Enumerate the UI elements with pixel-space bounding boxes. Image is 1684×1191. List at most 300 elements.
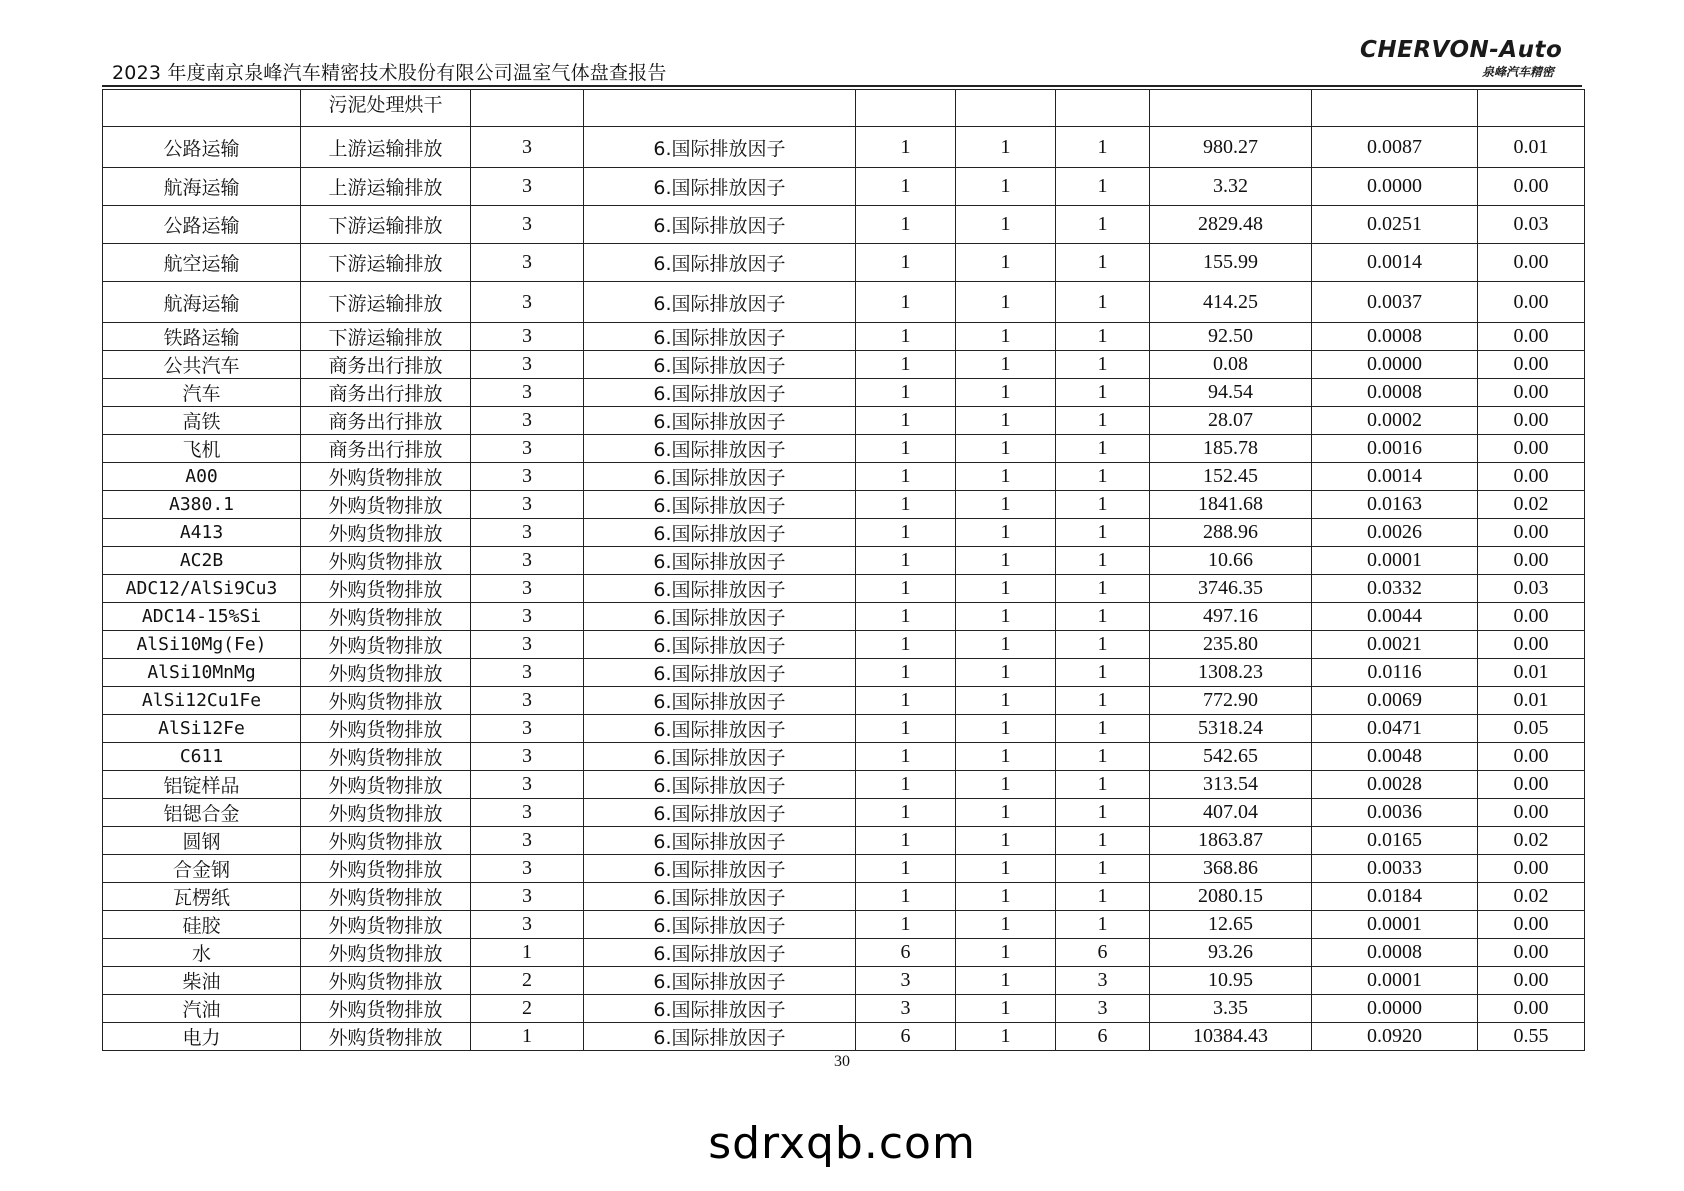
table-cell-source: 飞机	[103, 435, 301, 463]
table-cell-score-c: 1	[1056, 575, 1150, 603]
table-cell-emission: 772.90	[1150, 687, 1312, 715]
table-cell-score-c: 1	[1056, 435, 1150, 463]
table-cell-ratio: 0.0165	[1312, 827, 1478, 855]
table-cell-score-c: 1	[1056, 244, 1150, 282]
table-cell-level: 3	[471, 883, 584, 911]
watermark-text: sdrxqb.com	[708, 1118, 976, 1169]
table-cell	[1056, 90, 1150, 127]
table-cell-category: 外购货物排放	[301, 659, 471, 687]
table-cell-ratio: 0.0000	[1312, 995, 1478, 1023]
table-cell-score-a: 1	[856, 799, 956, 827]
table-cell-factor-source: 6.国际排放因子	[584, 995, 856, 1023]
table-cell-factor-source: 6.国际排放因子	[584, 379, 856, 407]
table-cell-source: C611	[103, 743, 301, 771]
table-cell-score-c: 6	[1056, 1023, 1150, 1051]
table-cell-ratio: 0.0471	[1312, 715, 1478, 743]
table-cell-level: 3	[471, 491, 584, 519]
table-cell-source: AlSi12Fe	[103, 715, 301, 743]
table-cell-score-a: 1	[856, 127, 956, 168]
table-cell-emission: 288.96	[1150, 519, 1312, 547]
table-cell-score-c: 1	[1056, 771, 1150, 799]
table-cell-source: 航海运输	[103, 282, 301, 323]
table-cell-factor-source: 6.国际排放因子	[584, 491, 856, 519]
table-cell-emission: 155.99	[1150, 244, 1312, 282]
table-cell-factor-source: 6.国际排放因子	[584, 206, 856, 244]
table-cell-level: 3	[471, 743, 584, 771]
table-cell-source: 汽油	[103, 995, 301, 1023]
table-cell-factor-source: 6.国际排放因子	[584, 282, 856, 323]
table-cell-percent: 0.00	[1478, 967, 1585, 995]
emissions-table	[102, 89, 1585, 1051]
table-cell-level: 3	[471, 715, 584, 743]
table-cell-percent: 0.00	[1478, 519, 1585, 547]
table-row	[103, 827, 1585, 855]
table-cell-score-b: 1	[956, 715, 1056, 743]
table-cell-score-c: 1	[1056, 659, 1150, 687]
table-cell-factor-source: 6.国际排放因子	[584, 127, 856, 168]
table-cell-ratio: 0.0033	[1312, 855, 1478, 883]
table-cell-score-c: 1	[1056, 351, 1150, 379]
table-cell-level: 3	[471, 407, 584, 435]
table-cell-level: 3	[471, 463, 584, 491]
table-cell-category: 外购货物排放	[301, 995, 471, 1023]
table-cell-emission: 10.66	[1150, 547, 1312, 575]
table-cell-emission: 92.50	[1150, 323, 1312, 351]
table-cell-factor-source: 6.国际排放因子	[584, 883, 856, 911]
table-cell-category: 商务出行排放	[301, 407, 471, 435]
table-cell-score-b: 1	[956, 351, 1056, 379]
table-cell-emission: 407.04	[1150, 799, 1312, 827]
table-cell-percent: 0.01	[1478, 687, 1585, 715]
table-cell-category: 外购货物排放	[301, 883, 471, 911]
table-cell-ratio: 0.0163	[1312, 491, 1478, 519]
table-cell-percent: 0.03	[1478, 206, 1585, 244]
table-cell-score-c: 1	[1056, 603, 1150, 631]
table-row	[103, 603, 1585, 631]
table-cell-ratio: 0.0002	[1312, 407, 1478, 435]
table-cell-score-b: 1	[956, 547, 1056, 575]
table-cell-percent: 0.01	[1478, 127, 1585, 168]
table-cell-emission: 3746.35	[1150, 575, 1312, 603]
table-cell-emission: 10384.43	[1150, 1023, 1312, 1051]
table-cell-source: 高铁	[103, 407, 301, 435]
table-cell-level: 2	[471, 995, 584, 1023]
table-cell-percent: 0.00	[1478, 995, 1585, 1023]
table-cell-category: 外购货物排放	[301, 967, 471, 995]
table-row	[103, 282, 1585, 323]
table-row	[103, 244, 1585, 282]
page-number: 30	[834, 1053, 850, 1070]
table-row	[103, 883, 1585, 911]
table-cell-score-a: 1	[856, 743, 956, 771]
table-cell-score-a: 1	[856, 827, 956, 855]
table-cell-category: 外购货物排放	[301, 771, 471, 799]
table-cell-level: 3	[471, 282, 584, 323]
table-cell-source: ADC14-15%Si	[103, 603, 301, 631]
table-cell-emission: 2080.15	[1150, 883, 1312, 911]
table-cell-score-c: 1	[1056, 491, 1150, 519]
table-cell-score-b: 1	[956, 883, 1056, 911]
table-cell-category: 外购货物排放	[301, 827, 471, 855]
table-cell-ratio: 0.0087	[1312, 127, 1478, 168]
table-cell-source: 航空运输	[103, 244, 301, 282]
table-cell-emission: 93.26	[1150, 939, 1312, 967]
table-cell-level: 3	[471, 244, 584, 282]
table-cell-percent: 0.00	[1478, 631, 1585, 659]
table-cell-percent: 0.00	[1478, 379, 1585, 407]
table-cell-source: A00	[103, 463, 301, 491]
table-cell-percent: 0.55	[1478, 1023, 1585, 1051]
table-cell	[103, 90, 301, 127]
table-cell-score-a: 6	[856, 1023, 956, 1051]
table-cell-factor-source: 6.国际排放因子	[584, 244, 856, 282]
table-cell-source: 铁路运输	[103, 323, 301, 351]
table-cell-ratio: 0.0001	[1312, 911, 1478, 939]
table-cell-source: A413	[103, 519, 301, 547]
logo-chinese-name: 泉峰汽车精密	[1481, 65, 1554, 79]
table-cell-level: 3	[471, 168, 584, 206]
table-cell-score-b: 1	[956, 379, 1056, 407]
table-cell-source: 瓦楞纸	[103, 883, 301, 911]
table-cell-level: 3	[471, 603, 584, 631]
table-row	[103, 127, 1585, 168]
table-cell-factor-source: 6.国际排放因子	[584, 547, 856, 575]
table-cell-score-b: 1	[956, 603, 1056, 631]
table-cell-percent: 0.00	[1478, 799, 1585, 827]
table-cell-category: 下游运输排放	[301, 323, 471, 351]
table-cell-score-c: 1	[1056, 519, 1150, 547]
table-cell-score-c: 1	[1056, 323, 1150, 351]
logo-wordmark: CHERVON-Auto	[1360, 37, 1563, 63]
table-cell-percent: 0.01	[1478, 659, 1585, 687]
table-row	[103, 771, 1585, 799]
table-row	[103, 206, 1585, 244]
table-row	[103, 799, 1585, 827]
table-cell-ratio: 0.0920	[1312, 1023, 1478, 1051]
table-cell-factor-source: 6.国际排放因子	[584, 631, 856, 659]
table-cell-score-b: 1	[956, 323, 1056, 351]
table-cell-score-b: 1	[956, 855, 1056, 883]
table-row	[103, 168, 1585, 206]
table-cell-source: 电力	[103, 1023, 301, 1051]
table-cell-emission: 0.08	[1150, 351, 1312, 379]
table-row	[103, 323, 1585, 351]
table-cell-score-a: 1	[856, 687, 956, 715]
table-cell-ratio: 0.0184	[1312, 883, 1478, 911]
table-cell-percent: 0.00	[1478, 603, 1585, 631]
table-cell-category: 外购货物排放	[301, 715, 471, 743]
table-cell-emission: 28.07	[1150, 407, 1312, 435]
table-cell-percent: 0.00	[1478, 351, 1585, 379]
table-cell-source: 合金钢	[103, 855, 301, 883]
table-row	[103, 715, 1585, 743]
table-cell-score-b: 1	[956, 282, 1056, 323]
table-row	[103, 351, 1585, 379]
table-cell-score-a: 1	[856, 575, 956, 603]
table-cell-factor-source: 6.国际排放因子	[584, 351, 856, 379]
table-cell-percent: 0.00	[1478, 435, 1585, 463]
table-cell-score-a: 1	[856, 168, 956, 206]
table-cell-source: 公共汽车	[103, 351, 301, 379]
table-cell-source: AlSi10MnMg	[103, 659, 301, 687]
table-cell-category: 下游运输排放	[301, 244, 471, 282]
table-cell-emission: 542.65	[1150, 743, 1312, 771]
table-cell-percent: 0.00	[1478, 407, 1585, 435]
table-cell-score-a: 1	[856, 547, 956, 575]
table-cell-score-a: 1	[856, 603, 956, 631]
table-cell-ratio: 0.0028	[1312, 771, 1478, 799]
table-cell-percent: 0.00	[1478, 282, 1585, 323]
table-cell-factor-source: 6.国际排放因子	[584, 407, 856, 435]
table-cell-score-c: 1	[1056, 743, 1150, 771]
table-cell-score-b: 1	[956, 206, 1056, 244]
table-cell-factor-source: 6.国际排放因子	[584, 603, 856, 631]
table-cell-emission: 414.25	[1150, 282, 1312, 323]
table-row	[103, 575, 1585, 603]
table-cell-factor-source: 6.国际排放因子	[584, 855, 856, 883]
table-cell-emission: 185.78	[1150, 435, 1312, 463]
table-cell-score-c: 3	[1056, 995, 1150, 1023]
table-cell-percent: 0.00	[1478, 168, 1585, 206]
table-cell-factor-source: 6.国际排放因子	[584, 323, 856, 351]
table-cell-score-c: 1	[1056, 127, 1150, 168]
table-cell-score-a: 1	[856, 911, 956, 939]
table-cell-score-b: 1	[956, 575, 1056, 603]
table-cell-level: 3	[471, 771, 584, 799]
table-row	[103, 1023, 1585, 1051]
table-cell-factor-source: 6.国际排放因子	[584, 771, 856, 799]
table-cell-emission: 5318.24	[1150, 715, 1312, 743]
table-cell-score-c: 1	[1056, 911, 1150, 939]
table-cell-factor-source: 6.国际排放因子	[584, 168, 856, 206]
table-cell-score-c: 1	[1056, 168, 1150, 206]
table-cell-ratio: 0.0001	[1312, 967, 1478, 995]
company-logo	[1360, 37, 1563, 79]
table-cell-level: 3	[471, 351, 584, 379]
table-cell-category: 外购货物排放	[301, 855, 471, 883]
table-cell-source: 圆钢	[103, 827, 301, 855]
table-cell-level: 3	[471, 379, 584, 407]
table-row	[103, 743, 1585, 771]
table-cell-category: 商务出行排放	[301, 379, 471, 407]
table-cell-level: 3	[471, 855, 584, 883]
table-cell-level: 3	[471, 827, 584, 855]
table-cell-score-b: 1	[956, 631, 1056, 659]
table-cell-score-a: 1	[856, 883, 956, 911]
table-cell-factor-source: 6.国际排放因子	[584, 967, 856, 995]
table-cell-score-a: 3	[856, 967, 956, 995]
table-cell-score-c: 1	[1056, 282, 1150, 323]
table-cell-level: 3	[471, 323, 584, 351]
table-cell	[1312, 90, 1478, 127]
table-cell-score-a: 1	[856, 659, 956, 687]
table-cell-emission: 152.45	[1150, 463, 1312, 491]
table-cell-factor-source: 6.国际排放因子	[584, 687, 856, 715]
table-cell-emission: 10.95	[1150, 967, 1312, 995]
table-cell-emission: 94.54	[1150, 379, 1312, 407]
header-divider	[102, 85, 1582, 87]
table-cell-emission: 368.86	[1150, 855, 1312, 883]
table-cell-ratio: 0.0037	[1312, 282, 1478, 323]
table-cell-category: 外购货物排放	[301, 911, 471, 939]
table-cell	[1150, 90, 1312, 127]
table-cell-ratio: 0.0008	[1312, 379, 1478, 407]
table-cell-category: 外购货物排放	[301, 743, 471, 771]
table-cell	[584, 90, 856, 127]
table-cell-percent: 0.00	[1478, 244, 1585, 282]
table-cell-score-b: 1	[956, 771, 1056, 799]
table-cell-factor-source: 6.国际排放因子	[584, 659, 856, 687]
table-cell-ratio: 0.0332	[1312, 575, 1478, 603]
table-cell-ratio: 0.0048	[1312, 743, 1478, 771]
table-cell-percent: 0.00	[1478, 743, 1585, 771]
table-cell-emission: 1841.68	[1150, 491, 1312, 519]
table-cell-score-b: 1	[956, 967, 1056, 995]
table-cell-category: 外购货物排放	[301, 687, 471, 715]
table-cell-category: 外购货物排放	[301, 939, 471, 967]
table-cell-ratio: 0.0036	[1312, 799, 1478, 827]
table-cell-percent: 0.05	[1478, 715, 1585, 743]
table-cell-score-a: 1	[856, 206, 956, 244]
table-cell-score-b: 1	[956, 659, 1056, 687]
table-body	[103, 90, 1585, 1051]
table-cell-level: 3	[471, 911, 584, 939]
table-cell-level: 3	[471, 547, 584, 575]
table-cell-score-c: 1	[1056, 547, 1150, 575]
table-cell-score-a: 1	[856, 631, 956, 659]
table-cell-ratio: 0.0001	[1312, 547, 1478, 575]
table-cell-score-b: 1	[956, 407, 1056, 435]
table-cell-score-a: 1	[856, 282, 956, 323]
table-cell-ratio: 0.0014	[1312, 244, 1478, 282]
table-cell-emission: 235.80	[1150, 631, 1312, 659]
table-cell-emission: 497.16	[1150, 603, 1312, 631]
table-cell-level: 3	[471, 687, 584, 715]
table-row	[103, 659, 1585, 687]
table-cell-category: 下游运输排放	[301, 206, 471, 244]
table-cell-percent: 0.00	[1478, 463, 1585, 491]
table-cell-source: 航海运输	[103, 168, 301, 206]
table-cell-emission: 2829.48	[1150, 206, 1312, 244]
table-cell-score-c: 1	[1056, 799, 1150, 827]
table-cell-factor-source: 6.国际排放因子	[584, 939, 856, 967]
table-cell-percent: 0.00	[1478, 323, 1585, 351]
table-cell-ratio: 0.0014	[1312, 463, 1478, 491]
table-cell-ratio: 0.0021	[1312, 631, 1478, 659]
table-cell-score-b: 1	[956, 799, 1056, 827]
table-cell-factor-source: 6.国际排放因子	[584, 743, 856, 771]
table-cell-source: 柴油	[103, 967, 301, 995]
table-cell-ratio: 0.0000	[1312, 351, 1478, 379]
table-row	[103, 519, 1585, 547]
table-cell-score-a: 1	[856, 491, 956, 519]
table-cell-level: 3	[471, 575, 584, 603]
table-cell-ratio: 0.0008	[1312, 939, 1478, 967]
table-cell-factor-source: 6.国际排放因子	[584, 799, 856, 827]
table-cell-level: 3	[471, 631, 584, 659]
table-cell	[956, 90, 1056, 127]
table-cell-source: 铝锶合金	[103, 799, 301, 827]
table-cell-ratio: 0.0069	[1312, 687, 1478, 715]
table-cell-score-a: 1	[856, 771, 956, 799]
table-cell-category: 外购货物排放	[301, 631, 471, 659]
table-cell-score-b: 1	[956, 127, 1056, 168]
table-cell-score-c: 1	[1056, 631, 1150, 659]
table-row	[103, 631, 1585, 659]
table-cell-score-b: 1	[956, 911, 1056, 939]
table-cell-source: 公路运输	[103, 206, 301, 244]
table-cell-source: AC2B	[103, 547, 301, 575]
table-cell-category: 外购货物排放	[301, 575, 471, 603]
table-row	[103, 995, 1585, 1023]
table-cell-emission: 1863.87	[1150, 827, 1312, 855]
table-cell-percent: 0.00	[1478, 939, 1585, 967]
table-cell-ratio: 0.0008	[1312, 323, 1478, 351]
table-cell-factor-source: 6.国际排放因子	[584, 911, 856, 939]
table-row	[103, 379, 1585, 407]
table-cell-source: 汽车	[103, 379, 301, 407]
table-cell-score-b: 1	[956, 687, 1056, 715]
table-cell-category: 外购货物排放	[301, 603, 471, 631]
table-row	[103, 911, 1585, 939]
table-cell-score-a: 1	[856, 519, 956, 547]
table-cell-ratio: 0.0116	[1312, 659, 1478, 687]
table-cell	[856, 90, 956, 127]
table-cell-source: AlSi12Cu1Fe	[103, 687, 301, 715]
table-row	[103, 491, 1585, 519]
table-cell-level: 3	[471, 206, 584, 244]
table-cell-score-c: 6	[1056, 939, 1150, 967]
table-cell-percent: 0.00	[1478, 911, 1585, 939]
table-cell-source: 硅胶	[103, 911, 301, 939]
table-cell-score-b: 1	[956, 1023, 1056, 1051]
table-cell-score-a: 3	[856, 995, 956, 1023]
table-cell-ratio: 0.0044	[1312, 603, 1478, 631]
table-cell-emission: 12.65	[1150, 911, 1312, 939]
table-cell-category: 外购货物排放	[301, 547, 471, 575]
table-row	[103, 855, 1585, 883]
table-cell-score-c: 1	[1056, 855, 1150, 883]
table-row	[103, 435, 1585, 463]
table-cell-factor-source: 6.国际排放因子	[584, 575, 856, 603]
table-cell-score-b: 1	[956, 463, 1056, 491]
table-cell-score-c: 1	[1056, 687, 1150, 715]
table-cell	[471, 90, 584, 127]
table-cell-score-b: 1	[956, 244, 1056, 282]
table-cell-score-a: 1	[856, 715, 956, 743]
table-cell-factor-source: 6.国际排放因子	[584, 715, 856, 743]
table-cell-source: A380.1	[103, 491, 301, 519]
table-cell-score-b: 1	[956, 939, 1056, 967]
table-cell-score-c: 1	[1056, 379, 1150, 407]
table-cell-score-a: 1	[856, 379, 956, 407]
table-cell-percent: 0.02	[1478, 827, 1585, 855]
table-cell-emission: 3.32	[1150, 168, 1312, 206]
table-cell-source: 公路运输	[103, 127, 301, 168]
table-cell-level: 3	[471, 519, 584, 547]
table-cell-score-a: 1	[856, 323, 956, 351]
table-cell-score-c: 1	[1056, 715, 1150, 743]
table-cell-source: 铝锭样品	[103, 771, 301, 799]
table-cell-score-b: 1	[956, 491, 1056, 519]
table-cell-score-c: 1	[1056, 206, 1150, 244]
table-row	[103, 547, 1585, 575]
table-cell-score-b: 1	[956, 519, 1056, 547]
report-title: 2023 年度南京泉峰汽车精密技术股份有限公司温室气体盘查报告	[112, 62, 667, 84]
table-cell-source: AlSi10Mg(Fe)	[103, 631, 301, 659]
table-cell-category: 商务出行排放	[301, 351, 471, 379]
table-cell-level: 3	[471, 659, 584, 687]
